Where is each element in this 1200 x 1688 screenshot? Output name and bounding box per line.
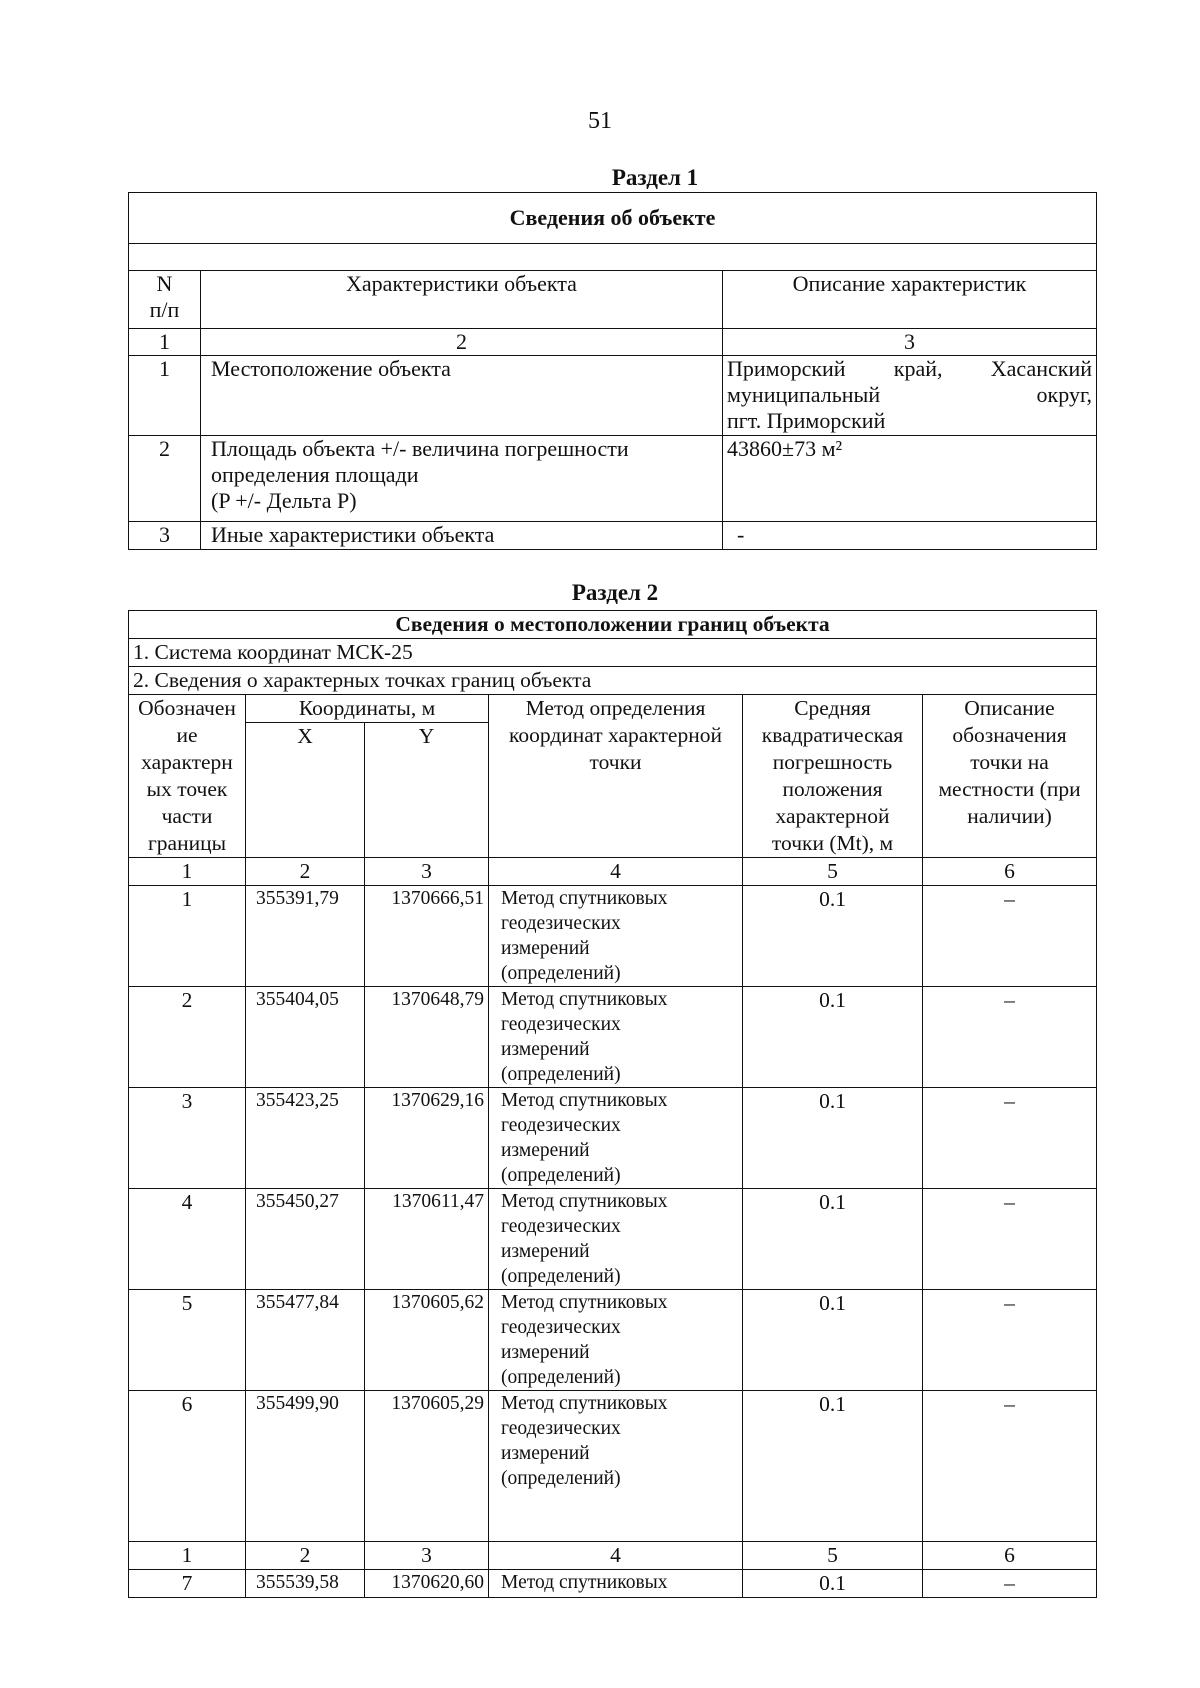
header-x: X (246, 723, 365, 858)
point-y: 1370666,51 (365, 886, 489, 987)
characteristic-description: 43860±73 м² (723, 436, 1097, 522)
point-y: 1370605,29 (365, 1391, 489, 1542)
header-designation: Обозначен ие характерн ых точек части границы (129, 695, 246, 858)
points-heading: 2. Сведения о характерных точках границ объекта (129, 667, 1097, 695)
point-x: 355450,27 (246, 1189, 365, 1290)
col-header-characteristics: Характеристики объекта (201, 271, 723, 329)
point-desc: – (923, 987, 1097, 1088)
col-number: 4 (489, 1542, 743, 1570)
description-line: муниципальный округ, (727, 382, 1092, 407)
table-row (129, 1088, 1097, 1189)
point-x: 355477,84 (246, 1290, 365, 1391)
col-number: 4 (489, 858, 743, 886)
col-number: 2 (246, 1542, 365, 1570)
section2-heading: Сведения о местоположении границ объекта (129, 611, 1097, 639)
characteristic-description: - (723, 522, 1097, 550)
point-desc: – (923, 1391, 1097, 1542)
col-number: 3 (365, 1542, 489, 1570)
point-method: Метод спутниковых геодезических измерений (определений) (489, 1391, 743, 1542)
point-x: 355391,79 (246, 886, 365, 987)
point-number: 3 (129, 1088, 246, 1189)
col-number: 1 (129, 329, 201, 356)
table-row (129, 356, 1097, 436)
point-number: 2 (129, 987, 246, 1088)
object-info-table (128, 192, 1097, 550)
description-line: Приморский край, Хасанский (727, 356, 1092, 381)
point-number: 4 (129, 1189, 246, 1290)
table-row (129, 522, 1097, 550)
description-line: пгт. Приморский (727, 408, 886, 433)
table-row (129, 436, 1097, 522)
point-x: 355423,25 (246, 1088, 365, 1189)
point-x: 355499,90 (246, 1391, 365, 1542)
row-number: 1 (129, 356, 201, 436)
section1-title: Раздел 1 (611, 165, 699, 190)
col-number: 3 (723, 329, 1097, 356)
point-method: Метод спутниковых геодезических измерений (определений) (489, 1088, 743, 1189)
point-mt: 0.1 (743, 987, 923, 1088)
col-number: 6 (923, 858, 1097, 886)
blank-row (129, 244, 1097, 271)
point-mt: 0.1 (743, 886, 923, 987)
col-number: 6 (923, 1542, 1097, 1570)
point-method: Метод спутниковых геодезических измерений (определений) (489, 1189, 743, 1290)
table-row (129, 1189, 1097, 1290)
point-method: Метод спутниковых геодезических измерений (определений) (489, 987, 743, 1088)
point-y: 1370611,47 (365, 1189, 489, 1290)
boundary-points-table (128, 610, 1097, 1598)
col-number: 2 (246, 858, 365, 886)
point-desc: – (923, 1570, 1097, 1598)
col-number: 3 (365, 858, 489, 886)
coord-system: 1. Система координат МСК-25 (129, 639, 1097, 667)
point-desc: – (923, 1088, 1097, 1189)
row-number: 3 (129, 522, 201, 550)
point-y: 1370605,62 (365, 1290, 489, 1391)
point-desc: – (923, 1290, 1097, 1391)
header-error: Средняя квадратическая погрешность положения характерной точки (Mt), м (743, 695, 923, 858)
point-x: 355539,58 (246, 1570, 365, 1598)
point-number: 7 (129, 1570, 246, 1598)
col-header-n: N п/п (129, 271, 201, 329)
point-mt: 0.1 (743, 1391, 923, 1542)
table-row (129, 1570, 1097, 1598)
col-number: 1 (129, 1542, 246, 1570)
table-row (129, 886, 1097, 987)
col-number: 5 (743, 858, 923, 886)
table-row (129, 1290, 1097, 1391)
characteristic-description (723, 356, 1097, 436)
point-number: 6 (129, 1391, 246, 1542)
point-desc: – (923, 886, 1097, 987)
col-number: 2 (201, 329, 723, 356)
point-mt: 0.1 (743, 1189, 923, 1290)
section2-title: Раздел 2 (571, 580, 659, 605)
header-description: Описание обозначения точки на местности (при наличии) (923, 695, 1097, 858)
col-number: 1 (129, 858, 246, 886)
col-number: 5 (743, 1542, 923, 1570)
table-row (129, 987, 1097, 1088)
characteristic-name: Площадь объекта +/- величина погрешности определения площади (P +/- Дельта P) (201, 436, 723, 522)
point-number: 5 (129, 1290, 246, 1391)
header-coords: Координаты, м (246, 695, 489, 723)
point-method: Метод спутниковых геодезических измерений (определений) (489, 1290, 743, 1391)
point-number: 1 (129, 886, 246, 987)
point-method: Метод спутниковых (489, 1570, 743, 1598)
point-method: Метод спутниковых геодезических измерений (определений) (489, 886, 743, 987)
point-y: 1370629,16 (365, 1088, 489, 1189)
table-row (129, 1391, 1097, 1542)
point-desc: – (923, 1189, 1097, 1290)
characteristic-name: Иные характеристики объекта (201, 522, 723, 550)
header-method: Метод определения координат характерной точки (489, 695, 743, 858)
section1-heading: Сведения об объекте (129, 193, 1097, 244)
characteristic-name: Местоположение объекта (201, 356, 723, 436)
point-y: 1370620,60 (365, 1570, 489, 1598)
point-mt: 0.1 (743, 1570, 923, 1598)
point-y: 1370648,79 (365, 987, 489, 1088)
point-x: 355404,05 (246, 987, 365, 1088)
point-mt: 0.1 (743, 1290, 923, 1391)
page-number: 51 (588, 108, 612, 134)
header-y: Y (365, 723, 489, 858)
row-number: 2 (129, 436, 201, 522)
col-header-description: Описание характеристик (723, 271, 1097, 329)
point-mt: 0.1 (743, 1088, 923, 1189)
